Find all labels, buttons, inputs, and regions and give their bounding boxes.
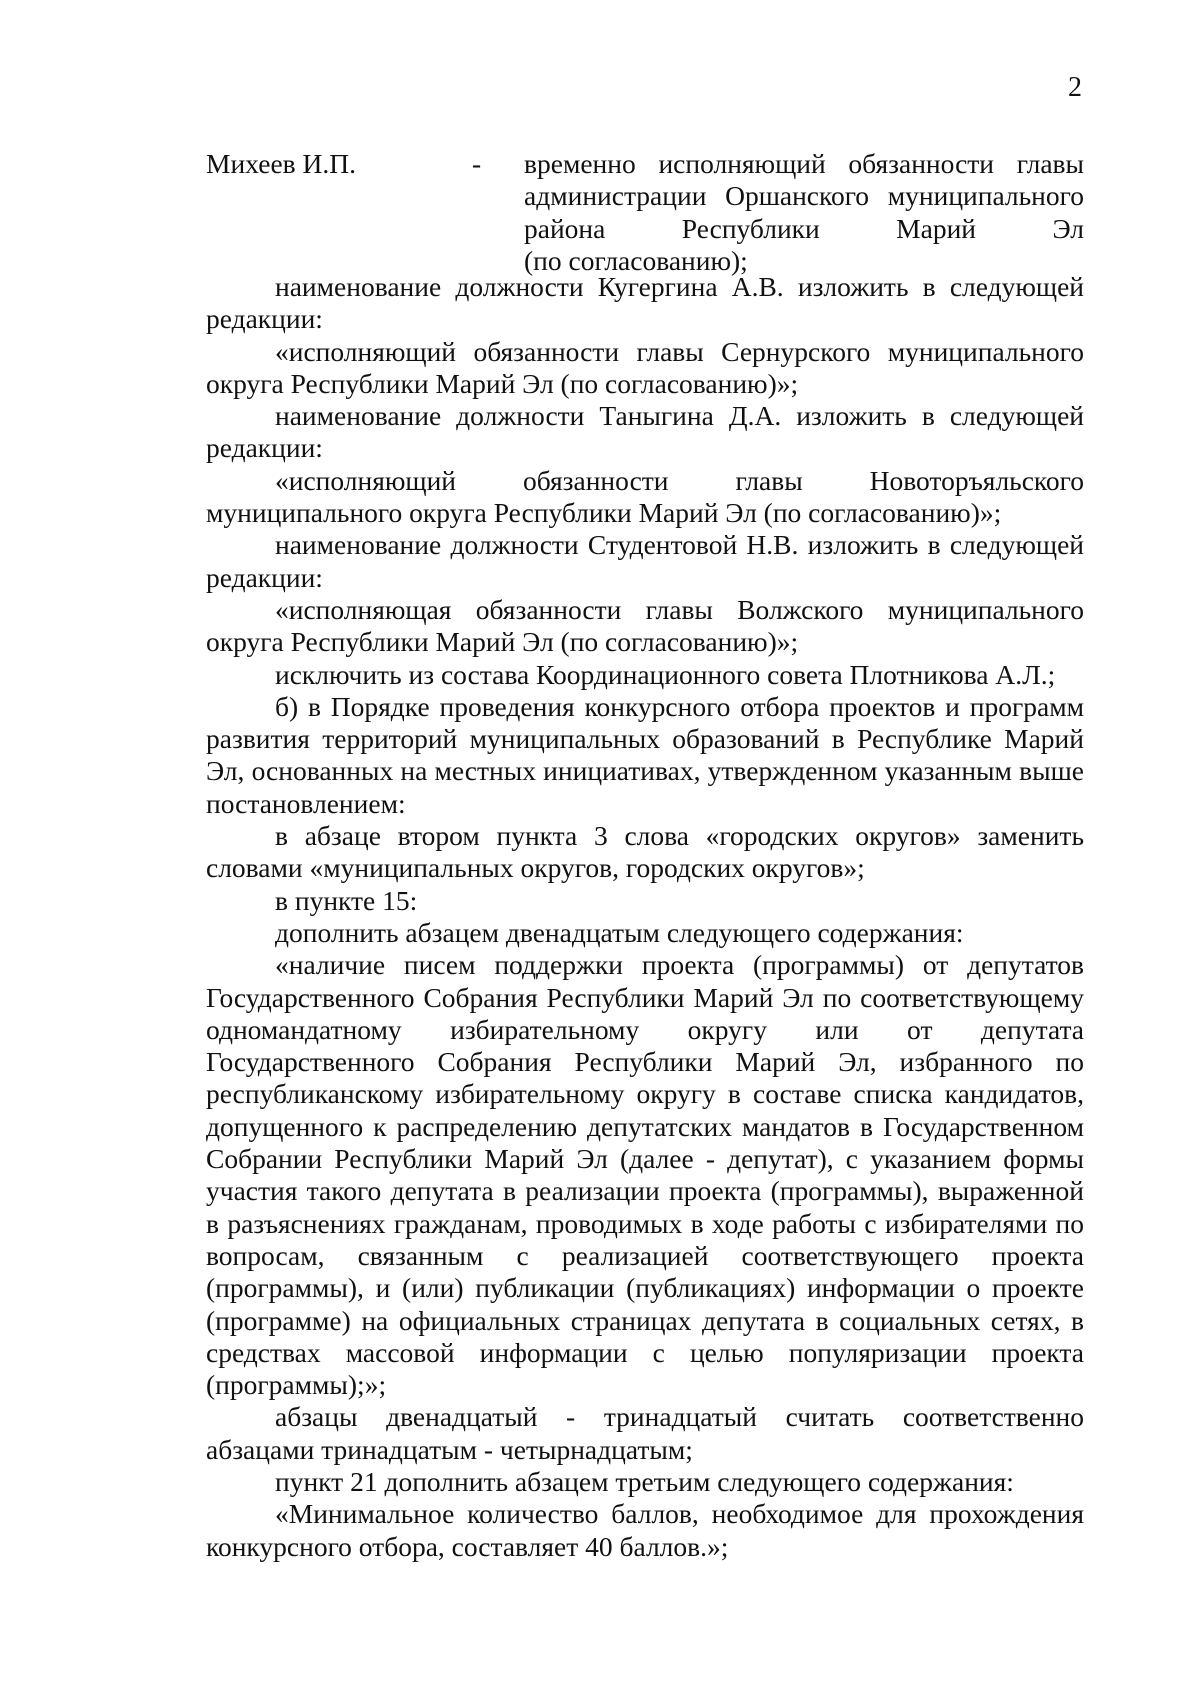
paragraph: наименование должности Кугергина А.В. изложить в следующей редакции: <box>206 271 1084 335</box>
paragraph: дополнить абзацем двенадцатым следующего содержания: <box>275 916 964 948</box>
member-title-line: района Республики Марий Эл <box>524 212 1084 244</box>
member-title-line: (по согласованию); <box>524 244 748 276</box>
member-title-line: временно исполняющий обязанности главы <box>524 148 1084 179</box>
document-body <box>206 140 1084 1563</box>
member-name: Михеев И.П. <box>206 148 356 179</box>
member-title-line: администрации Оршанского муниципального <box>524 180 1084 212</box>
paragraph: «исполняющий обязанности главы Сернурского муниципального округа Республики Марий Эл (по согласованию)»; <box>206 335 1084 399</box>
paragraph: в пункте 15: <box>275 884 418 916</box>
paragraph: «Минимальное количество баллов, необходимое для прохождения конкурсного отбора, составляет 40 баллов.»; <box>206 1498 1084 1562</box>
paragraph: «исполняющий обязанности главы Новоторъяльского муниципального округа Республики Марий Эл (по согласованию)»; <box>206 464 1084 529</box>
paragraph: б) в Порядке проведения конкурсного отбора проектов и программ развития территорий муниципальных образований в Республике Марий Эл, основанных на местных инициативах, утвержденном указанным выше постановлением: <box>206 690 1084 819</box>
paragraph: в абзаце втором пункта 3 слова «городских округов» заменить словами «муниципальных округов, городских округов»; <box>206 820 1084 884</box>
paragraph: «исполняющая обязанности главы Волжского муниципального округа Республики Марий Эл (по согласованию)»; <box>206 593 1084 658</box>
paragraph: «наличие писем поддержки проекта (программы) от депутатов Государственного Собрания Республики Марий Эл по соответствующему одномандатному избирательному округу или от депутата Государственного Собрания Республики Марий Эл, избранного по республиканскому избирательному округу в составе списка кандидатов, допущенного к распределению депутатских мандатов в Государственном Собрании Республики Марий Эл (далее - депутат), с указанием формы участия такого депутата в реализации проекта (программы), выраженной в разъяснениях гражданам, проводимых в ходе работы с избирателями по вопросам, связанным с реализацией соответствующего проекта (программы), и (или) публикации (публикациях) информации о проекте (программе) на официальных страницах депутата в социальных сетях, в средствах массовой информации с целью популяризации проекта (программы);»; <box>206 949 1084 1401</box>
council-member-entry <box>206 140 1084 276</box>
page-number: 2 <box>1068 72 1082 103</box>
paragraph: наименование должности Студентовой Н.В. изложить в следующей редакции: <box>206 529 1084 593</box>
paragraph: абзацы двенадцатый - тринадцатый считать соответственно абзацами тринадцатым - четырнадцатым; <box>206 1401 1084 1465</box>
paragraph: пункт 21 дополнить абзацем третьим следующего содержания: <box>275 1465 1014 1497</box>
member-title <box>524 148 1084 277</box>
paragraph: наименование должности Таныгина Д.А. изложить в следующей редакции: <box>206 400 1084 464</box>
paragraph: исключить из состава Координационного совета Плотникова А.Л.; <box>275 658 1056 690</box>
member-dash: - <box>472 148 482 179</box>
